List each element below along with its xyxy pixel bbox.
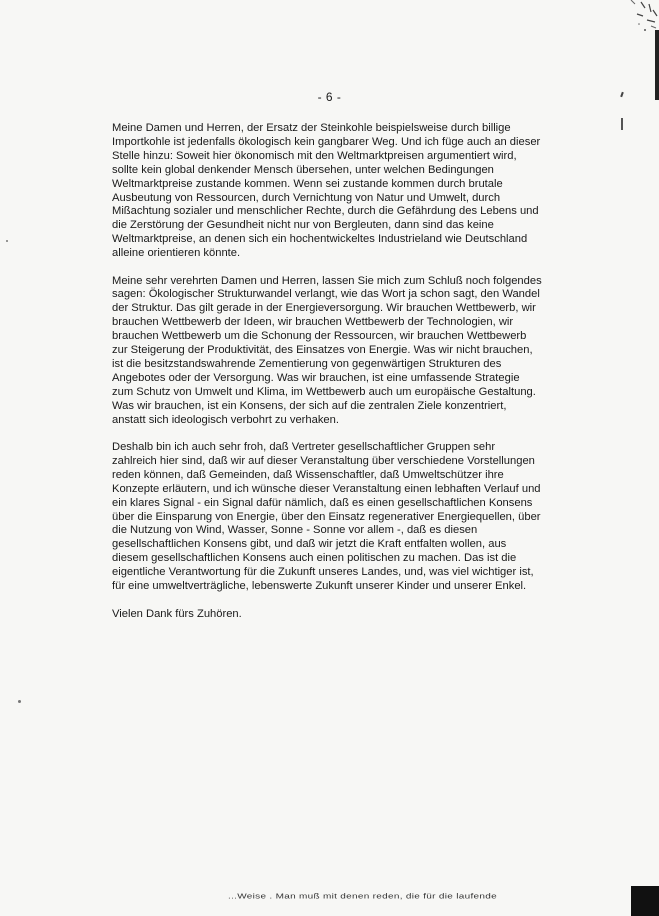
paragraph-3: Deshalb bin ich auch sehr froh, daß Vertreter gesellschaftlicher Gruppen sehr zahlreich hier sind, daß wir auf dieser Veranstaltung über verschiedene Vorstellungen reden können, daß Gemeinden, daß Wissenschaftler, daß Umweltschützer ihre Konzepte erläutern, und ich wünsche dieser Veranstaltung einen lebhaften Verlauf und ein klares Signal - ein Signal dafür nämlich, daß es einen gesellschaftlichen Konsens über die Einsparung von Energie, über den Einsatz regenerativer Energiequellen, über die Nutzung von Wind, Wasser, Sonne - Sonne vor allem -, daß es diesen gesellschaftlichen Konsens gibt, und daß wir jetzt die Kraft entfalten wollen, aus diesem gesellschaftlichen Konsens auch einen politischen zu machen. Das ist die eigentliche Verantwortung für die Zukunft unseres Landes, und, was viel wichtiger ist, für eine umweltverträgliche, lebenswerte Zukunft unserer Kinder und unserer Enkel. [112,441,541,593]
paragraph-1: Meine Damen und Herren, der Ersatz der Steinkohle beispielsweise durch billige Importkohle ist jedenfalls ökologisch kein gangbarer Weg. Und ich füge auch an dieser Stelle hinzu: Soweit hier ökonomisch mit den Weltmarktpreisen argumentiert wird, sollte kein global denkender Mensch übersehen, unter welchen Bedingungen Weltmarktpreise zustande kommen. Wenn sei zustande kommen durch brutale Ausbeutung von Ressourcen, durch Vernichtung von Natur und Umwelt, durch Mißachtung sozialer und menschlicher Rechte, durch die Gefährdung des Lebens und die Zerstörung der Gesundheit nicht nur von Bergleuten, dann sind das keine Weltmarktpreise, an denen sich ein hochentwickeltes Industrieland wie Deutschland alleine orientieren könnte. [112,122,541,260]
scan-artifact-speck [6,240,8,242]
scan-artifact-line [621,118,623,130]
body-text [112,122,542,635]
page-number: - 6 - [317,90,342,104]
scan-artifact-bottom-right [631,886,659,916]
scan-artifact-speck [18,700,21,703]
scan-artifact-top-right [601,0,659,50]
closing-line: Vielen Dank fürs Zuhören. [112,607,242,620]
paragraph-2: Meine sehr verehrten Damen und Herren, lassen Sie mich zum Schluß noch folgendes sagen: Ökologischer Strukturwandel verlangt, wie das Wort ja schon sagt, den Wandel der Struktur. Das gilt gerade in der Energieversorgung. Wir brauchen Wettbewerb, wir brauchen Wettbewerb der Ideen, wir brauchen Wettbewerb der Technologien, wir brauchen Wettbewerb um die Schonung der Ressourcen, wir brauchen Wettbewerb zur Steigerung der Produktivität, des Einsatzes von Energie. Was wir nicht brauchen, ist die besitzstandswahrende Zementierung von gegenwärtigen Strukturen des Angebotes oder der Versorgung. Was wir brauchen, ist eine umfassende Strategie zum Schutz von Umwelt und Klima, im Wettbewerb auch um europäische Gestaltung. Was wir brauchen, ist ein Konsens, der sich auf die zentralen Ziele konzentriert, anstatt sich ideologisch verbohrt zu verhaken. [112,274,542,426]
next-page-bleed-text: ...Weise . Man muß mit denen reden, die für die laufende [228,893,497,901]
